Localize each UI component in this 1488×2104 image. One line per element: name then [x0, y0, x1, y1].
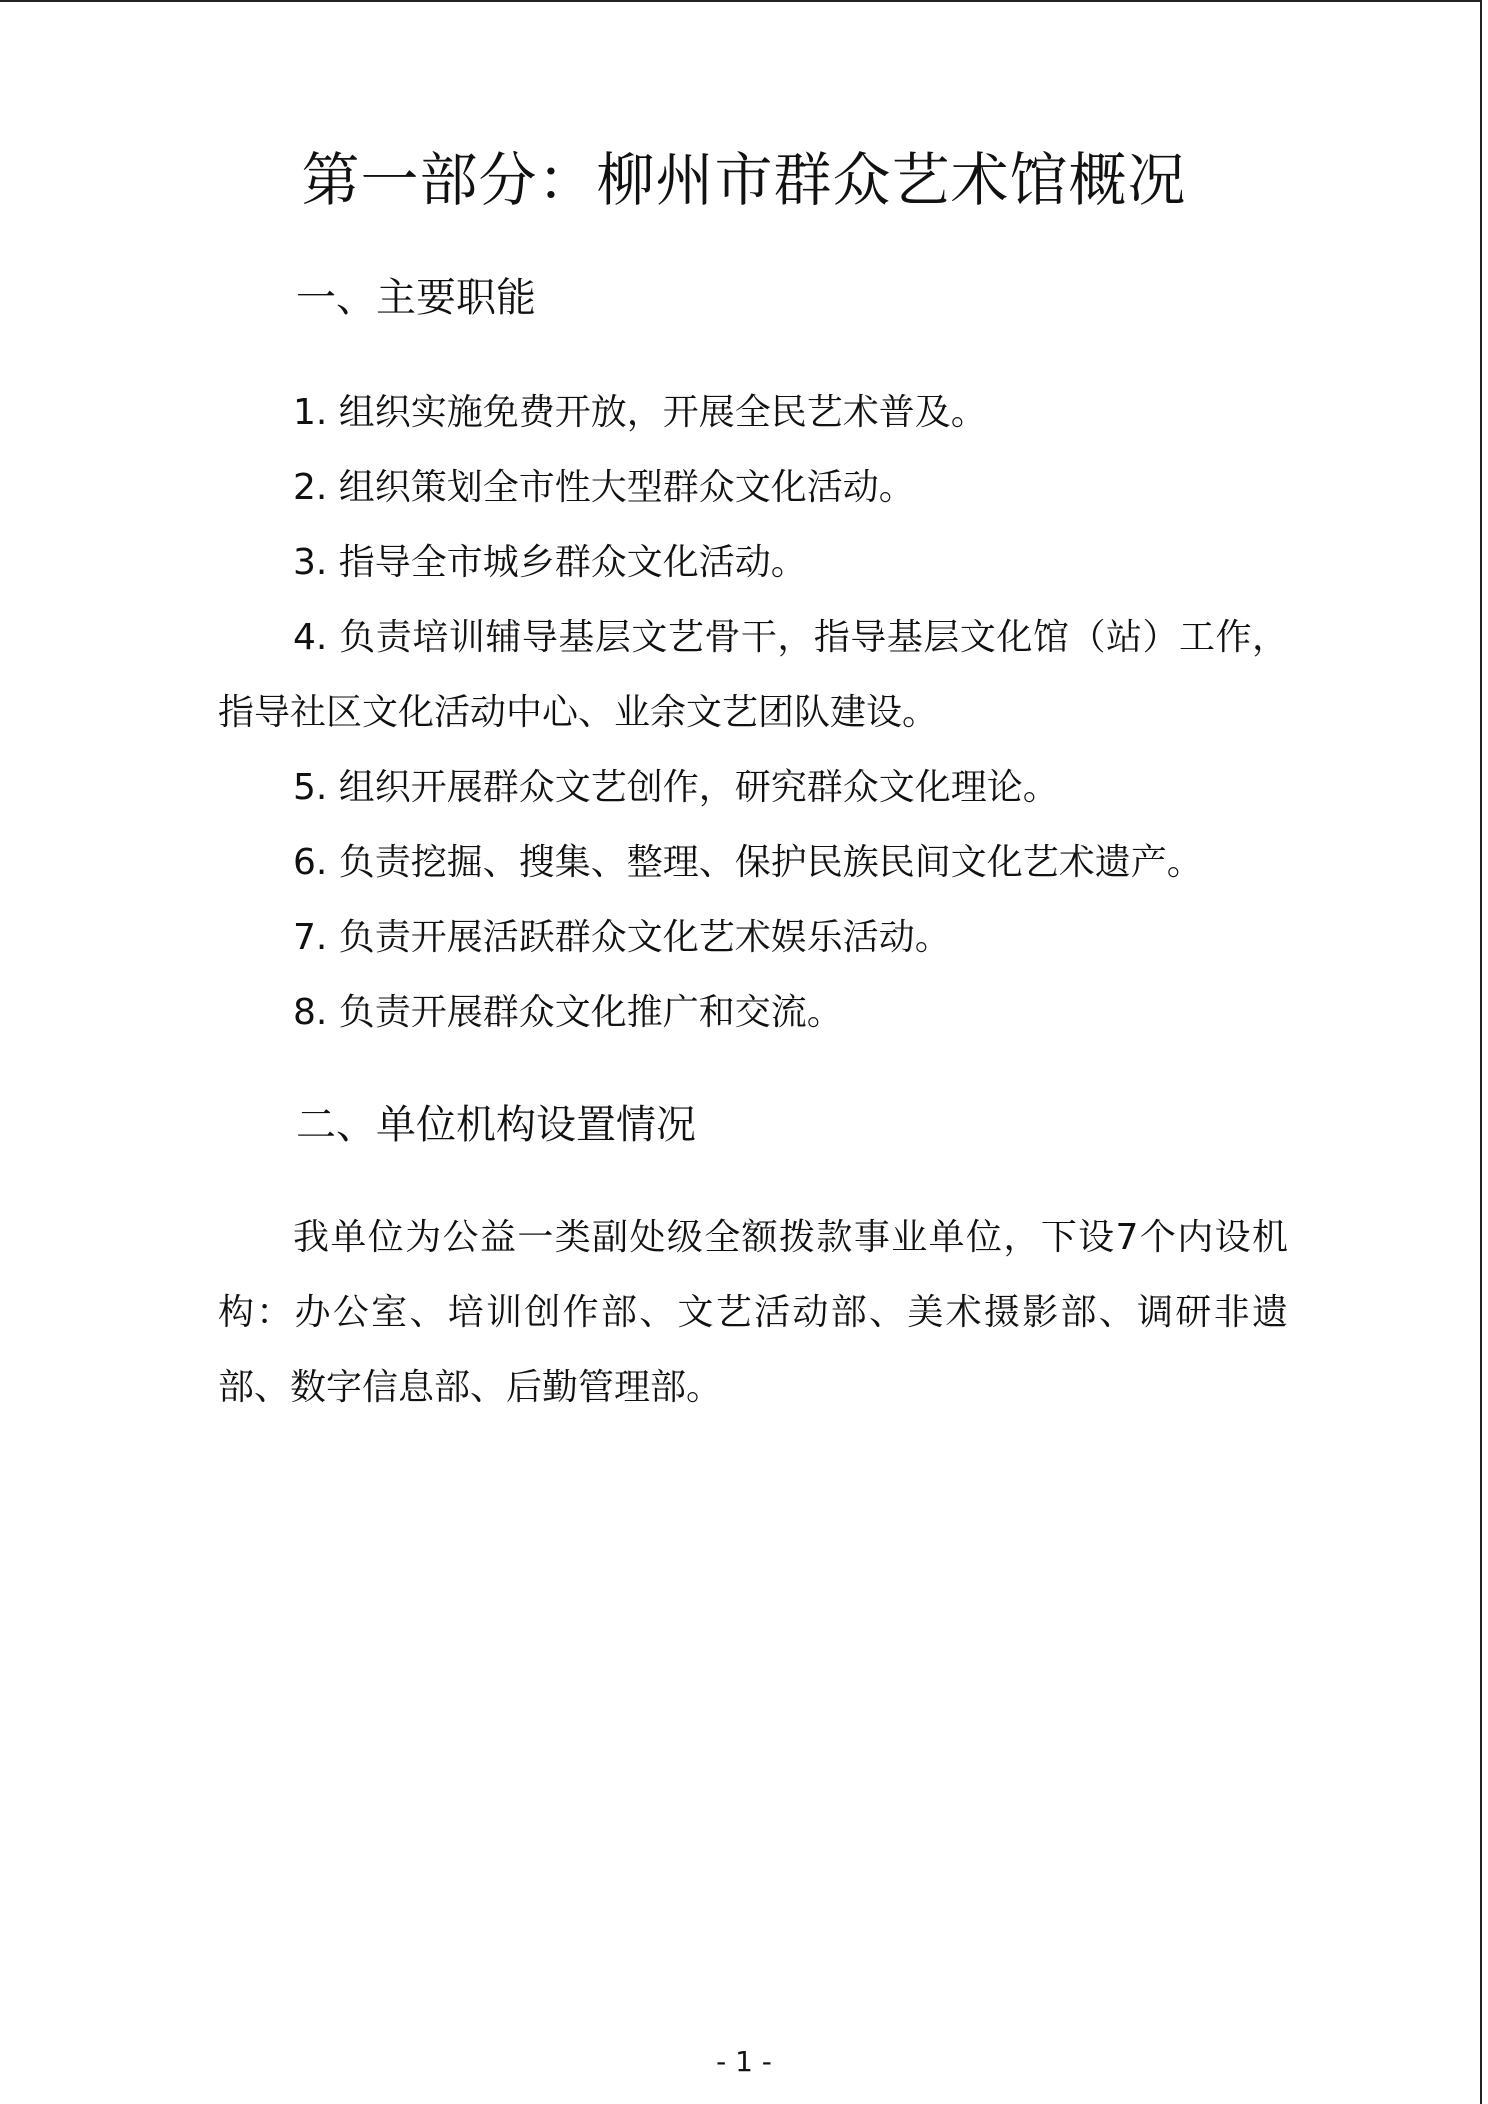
organization-paragraph: 我单位为公益一类副处级全额拨款事业单位，下设7个内设机构：办公室、培训创作部、文艺活动部、美术摄影部、调研非遗部、数字信息部、后勤管理部。	[218, 1217, 1288, 1408]
page-number: - 1 -	[716, 2045, 772, 2078]
document-title: 第一部分：柳州市群众艺术馆概况	[301, 146, 1187, 214]
section-heading-main-functions: 一、主要职能	[296, 275, 536, 321]
function-item-7: 7. 负责开展活跃群众文化艺术娱乐活动。	[293, 917, 951, 958]
function-item-2: 2. 组织策划全市性大型群众文化活动。	[293, 467, 915, 508]
function-item-8: 8. 负责开展群众文化推广和交流。	[293, 992, 843, 1033]
function-item-6: 6. 负责挖掘、搜集、整理、保护民族民间文化艺术遗产。	[293, 842, 1203, 883]
function-item-4: 4. 负责培训辅导基层文艺骨干，指导基层文化馆（站）工作，指导社区文化活动中心、业余文艺团队建设。	[218, 617, 1288, 733]
function-item-5: 5. 组织开展群众文艺创作，研究群众文化理论。	[293, 767, 1059, 808]
function-item-3: 3. 指导全市城乡群众文化活动。	[293, 542, 807, 583]
function-item-1: 1. 组织实施免费开放，开展全民艺术普及。	[293, 392, 987, 433]
section-heading-organization: 二、单位机构设置情况	[296, 1102, 696, 1148]
